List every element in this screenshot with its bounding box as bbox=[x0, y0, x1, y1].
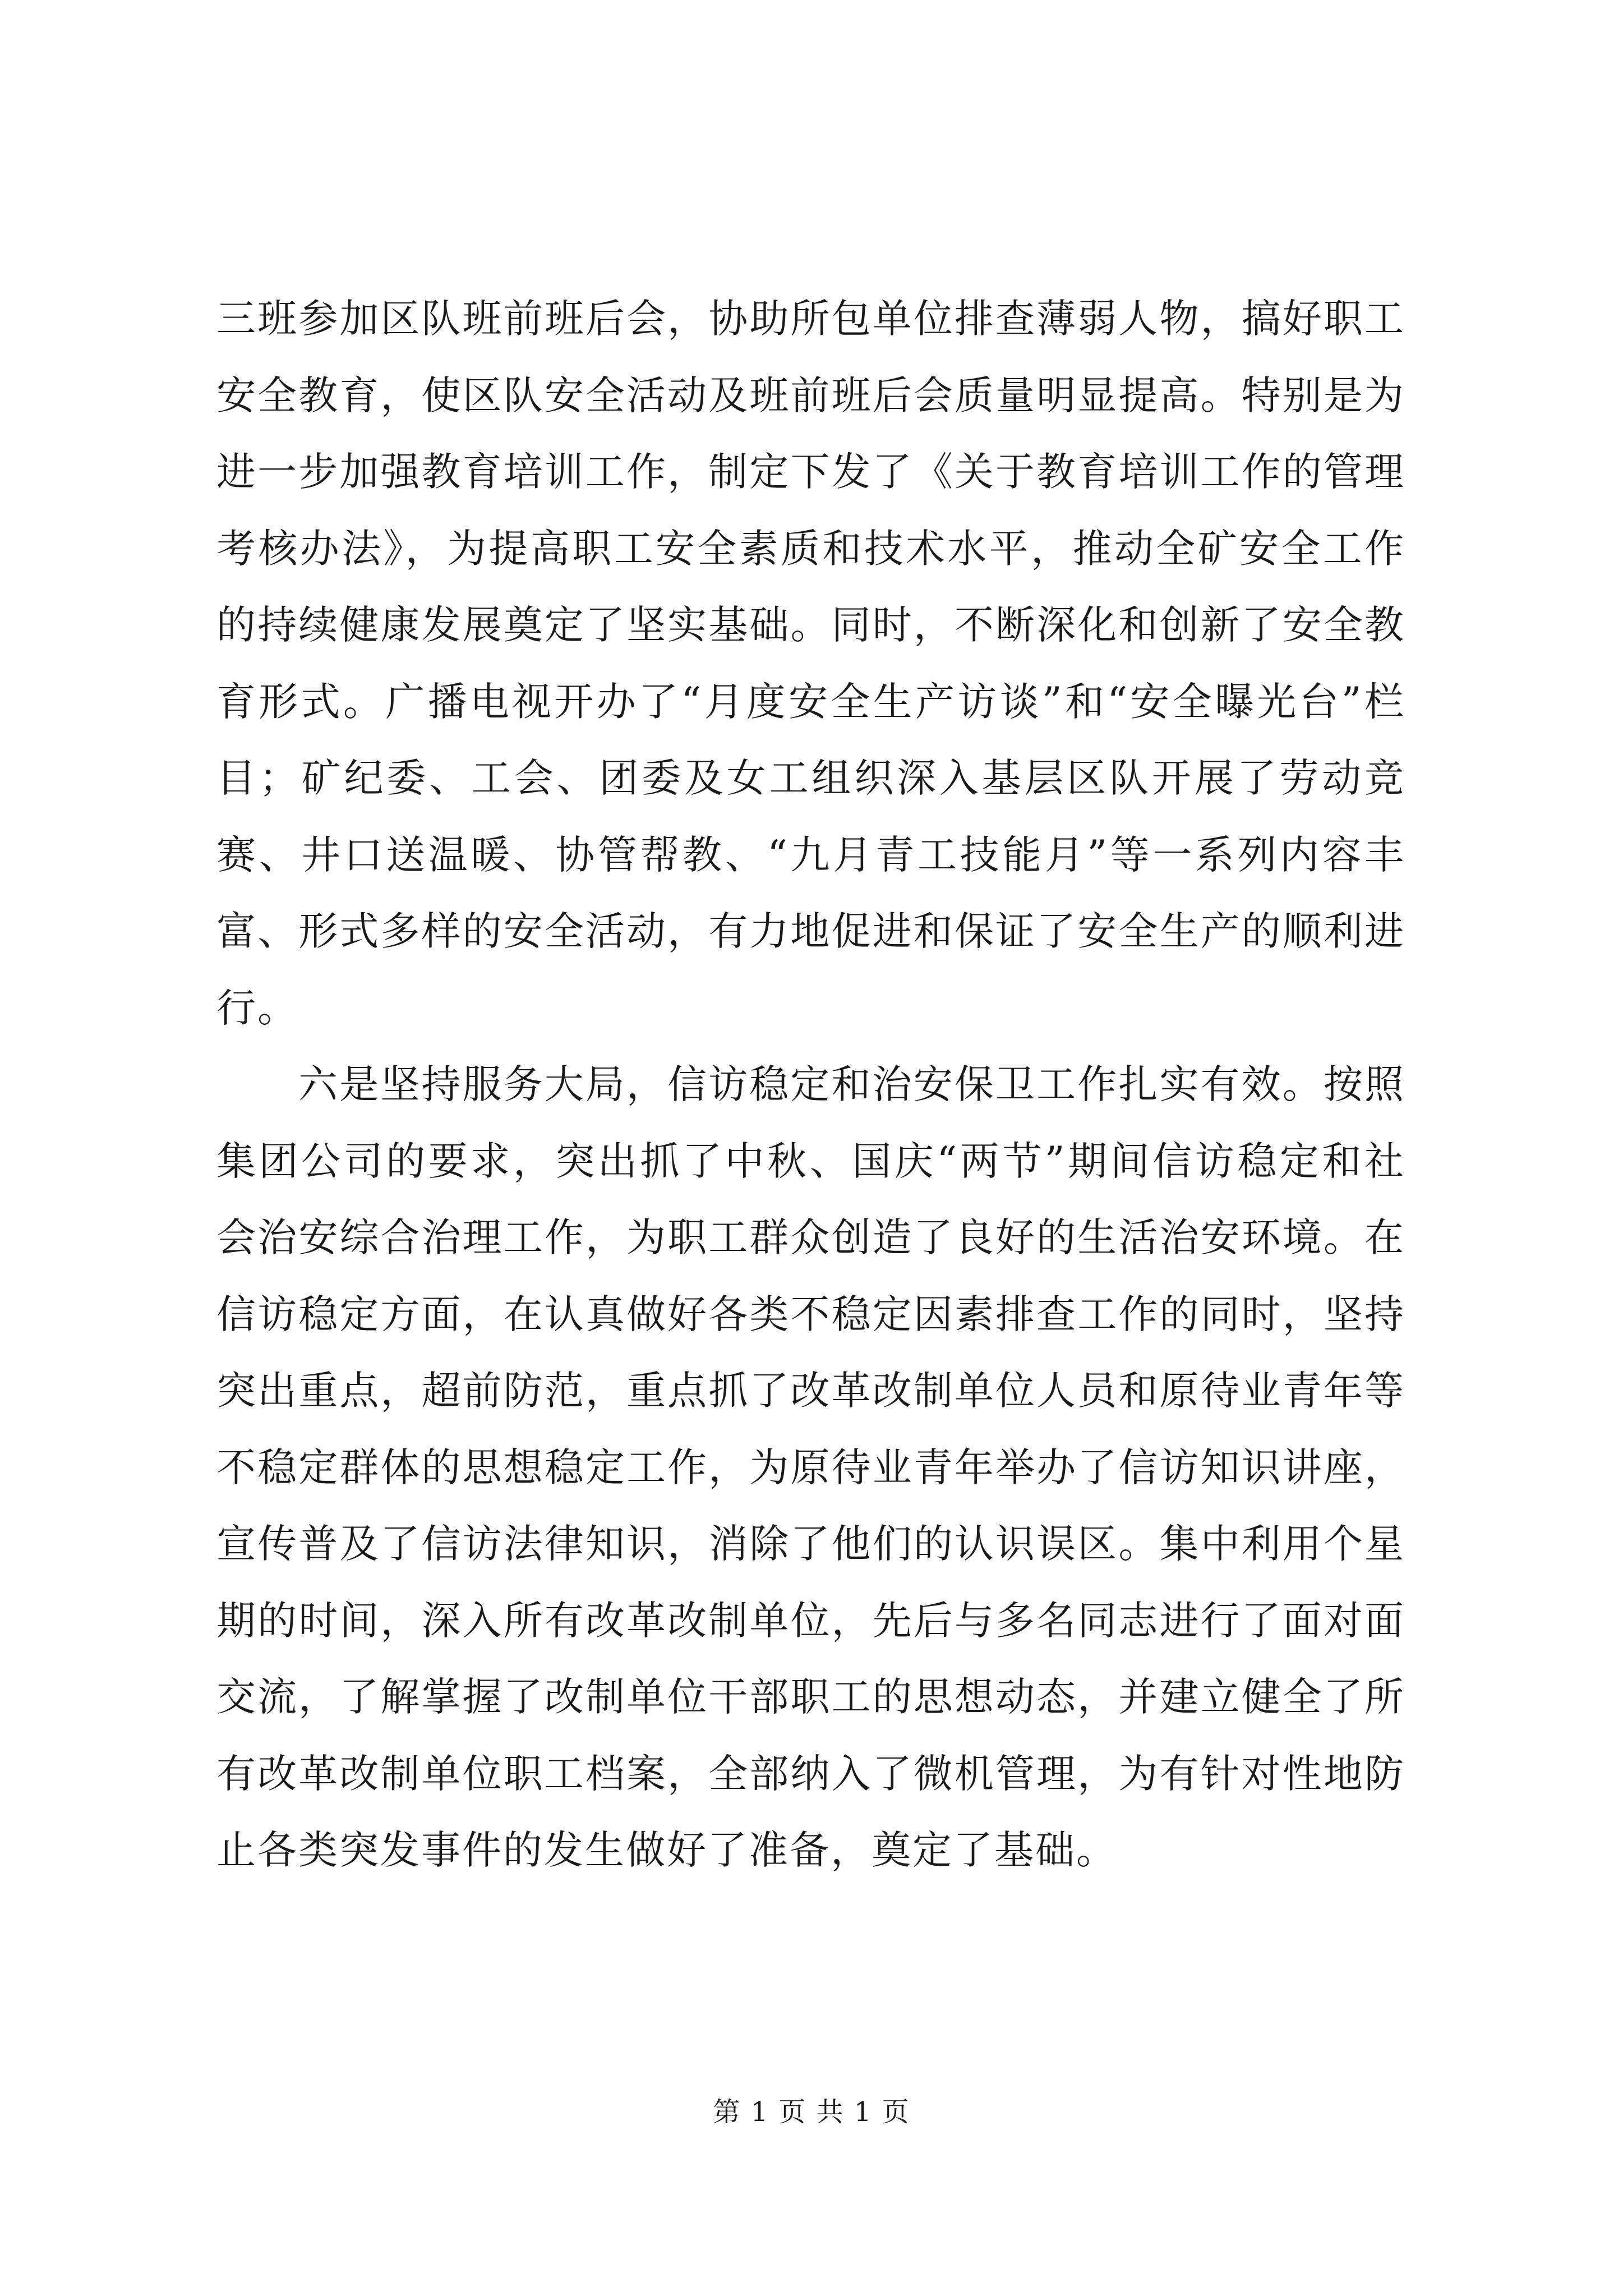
document-body bbox=[216, 280, 1405, 1889]
paragraph-item-six: 六是坚持服务大局，信访稳定和治安保卫工作扎实有效。按照集团公司的要求，突出抓了中秋、国庆“两节”期间信访稳定和社会治安综合治理工作，为职工群众创造了良好的生活治安环境。在信访稳定方面，在认真做好各类不稳定因素排查工作的同时，坚持突出重点，超前防范，重点抓了改革改制单位人员和原待业青年等不稳定群体的思想稳定工作，为原待业青年举办了信访知识讲座，宣传普及了信访法律知识，消除了他们的认识误区。集中利用个星期的时间，深入所有改革改制单位，先后与多名同志进行了面对面交流，了解掌握了改制单位干部职工的思想动态，并建立健全了所有改革改制单位职工档案，全部纳入了微机管理，为有针对性地防止各类突发事件的发生做好了准备，奠定了基础。 bbox=[216, 1061, 1405, 1873]
page-footer: 第 1 页 共 1 页 bbox=[713, 2096, 910, 2128]
paragraph-continuation: 三班参加区队班前班后会，协助所包单位排查薄弱人物，搞好职工安全教育，使区队安全活动及班前班后会质量明显提高。特别是为进一步加强教育培训工作，制定下发了《关于教育培训工作的管理考核办法》，为提高职工安全素质和技术水平，推动全矿安全工作的持续健康发展奠定了坚实基础。同时，不断深化和创新了安全教育形式。广播电视开办了“月度安全生产访谈”和“安全曝光台”栏目；矿纪委、工会、团委及女工组织深入基层区队开展了劳动竞赛、井口送温暖、协管帮教、“九月青工技能月”等一系列内容丰富、形式多样的安全活动，有力地促进和保证了安全生产的顺利进行。 bbox=[216, 296, 1405, 1031]
